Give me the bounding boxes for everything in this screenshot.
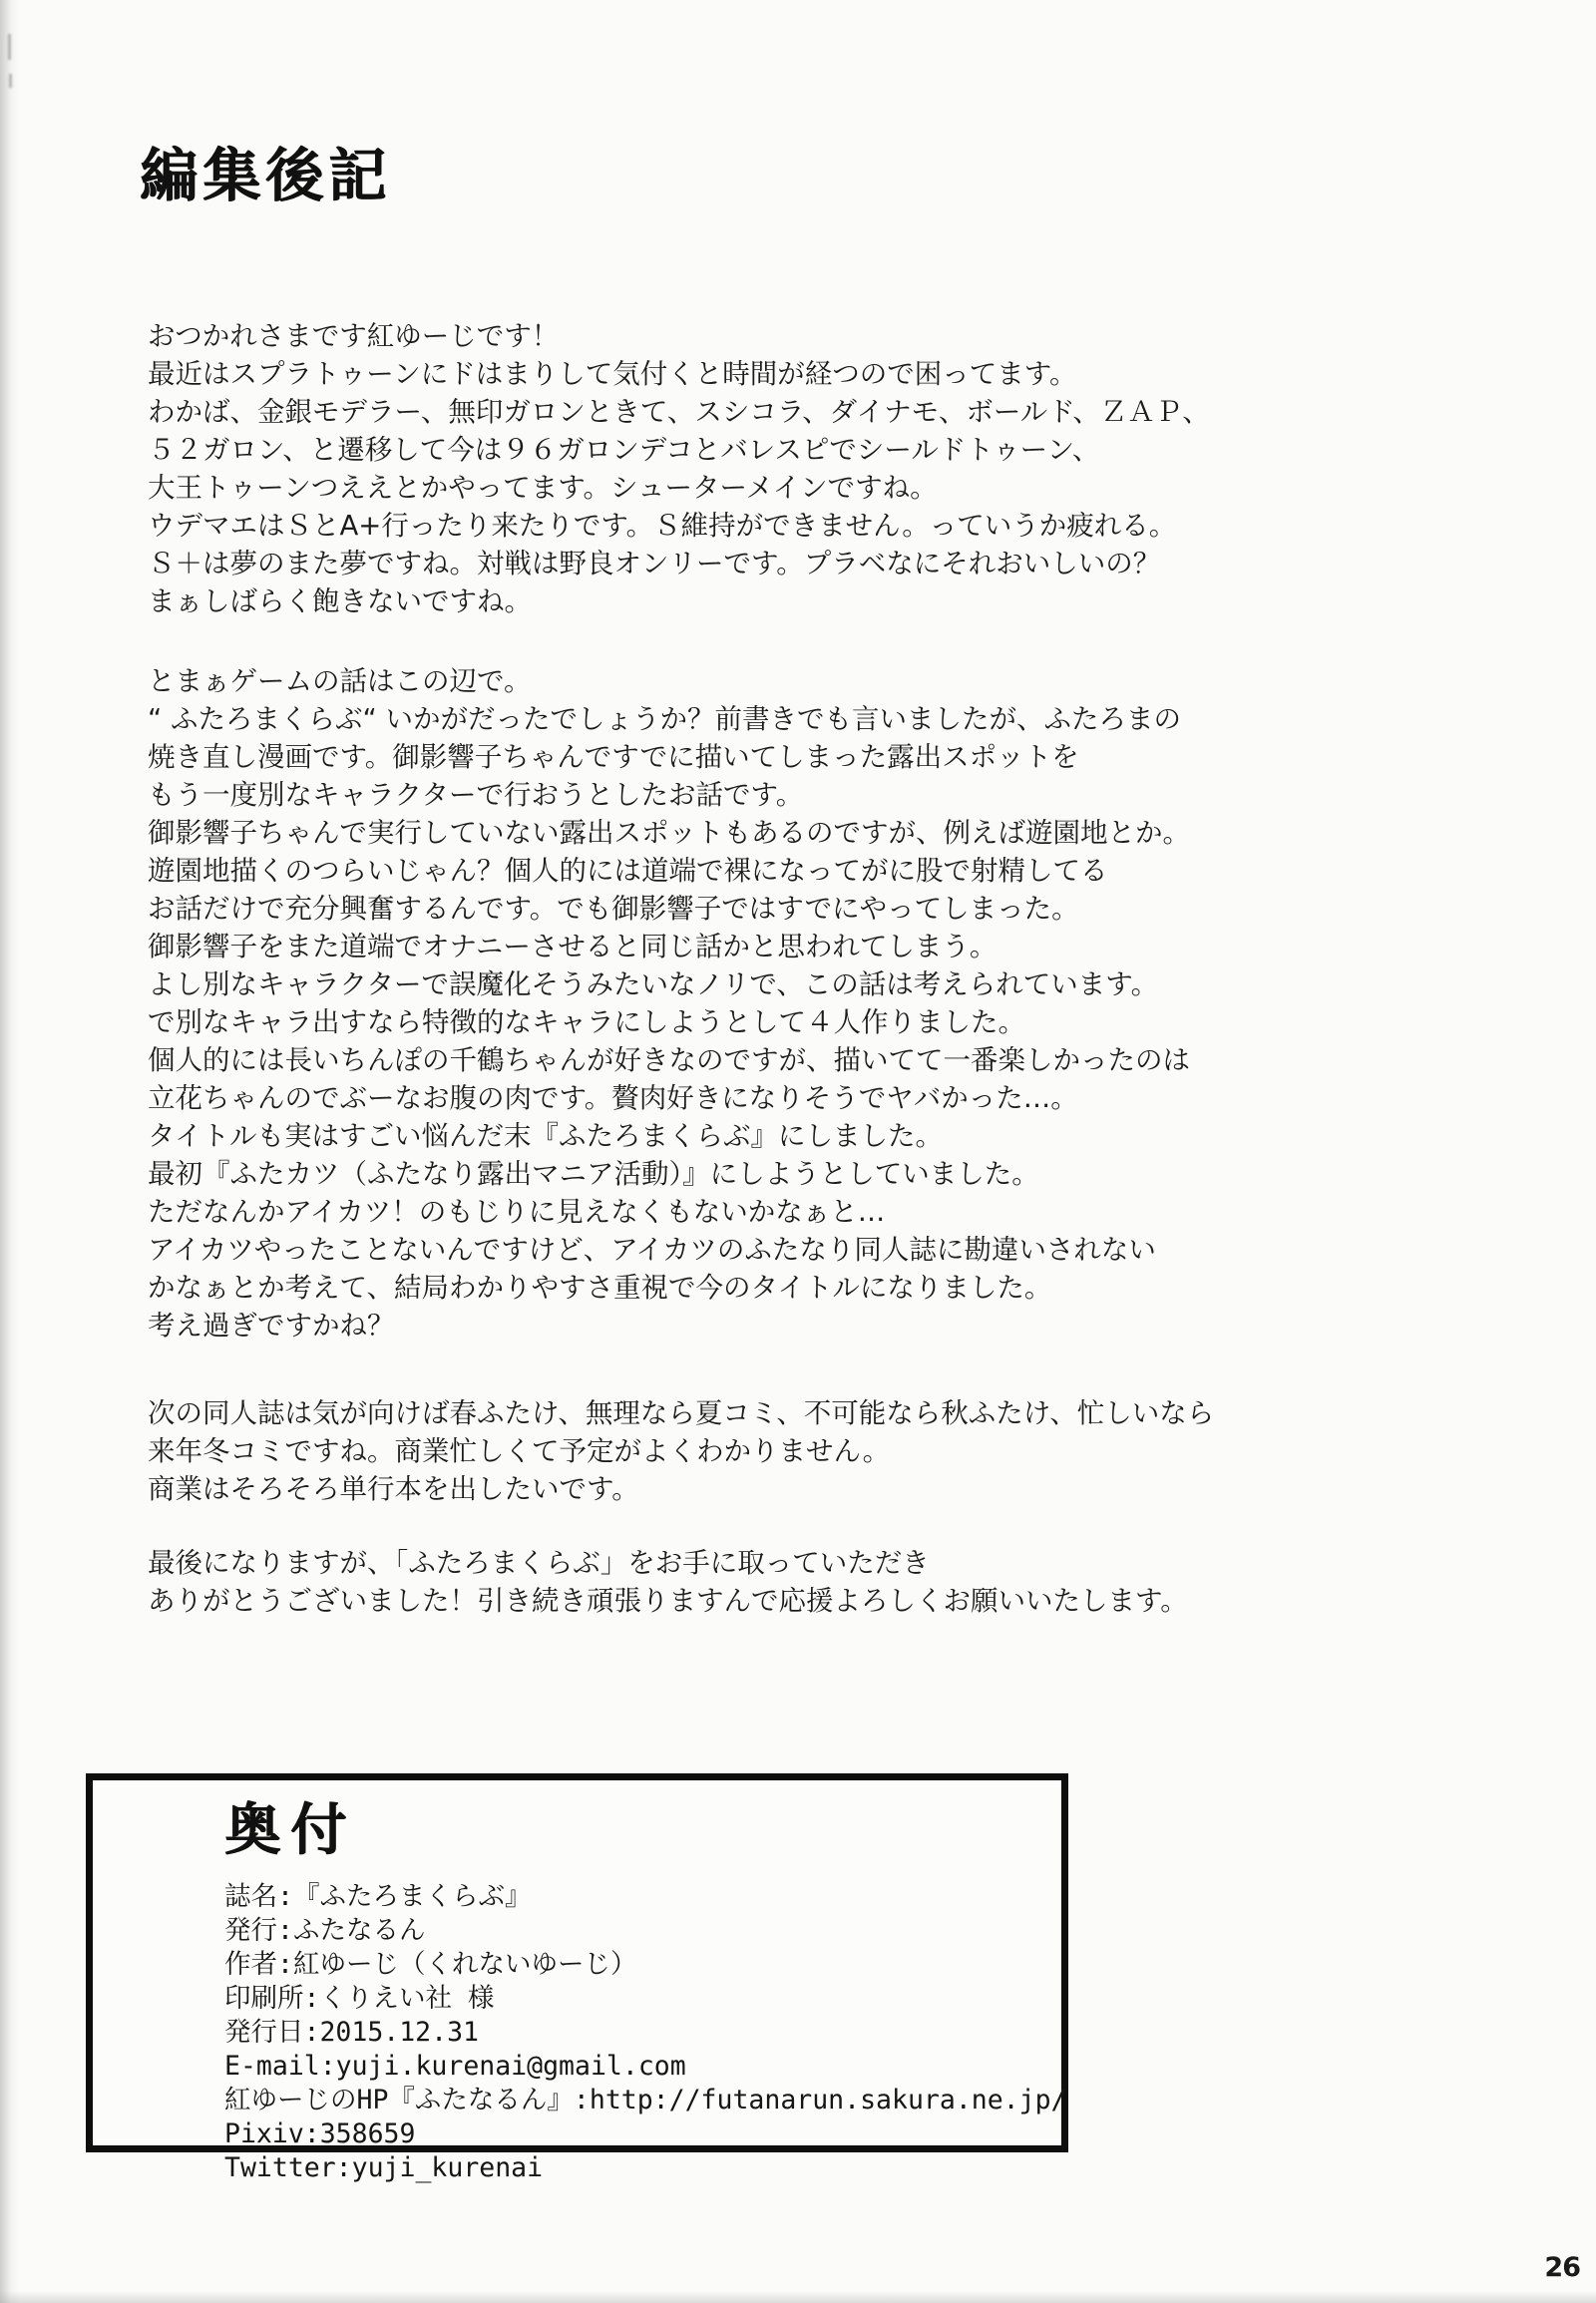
text-line: 個人的には長いちんぽの千鶴ちゃんが好きなのですが、描いてて一番楽しかったのは [148,1044,1190,1076]
colophon-lines [224,1880,1067,2185]
text-line: お話だけで充分興奮するんです。でも御影響子ではすでにやってしまった。 [148,893,1079,925]
page-title: 編集後記 [140,141,392,209]
text-line: 最近はスプラトゥーンにドはまりして気付くと時間が経つので困ってます。 [148,358,1077,390]
paragraph [148,662,1474,1344]
colophon-line: 誌名:『ふたろまくらぶ』 [224,1881,532,1912]
colophon-line: 発行日:2015.12.31 [224,2017,479,2048]
scan-speck [8,34,11,60]
text-line: まぁしばらく飽きないですね。 [148,585,532,617]
colophon-line: E-mail:yuji.kurenai@gmail.com [224,2051,686,2082]
colophon-line: 作者:紅ゆーじ（くれないゆーじ） [224,1949,637,1980]
text-line: 考え過ぎですかね？ [148,1310,395,1342]
colophon-line: Twitter:yuji_kurenai [224,2152,544,2183]
text-line: Ｓ＋は夢のまた夢ですね。対戦は野良オンリーです。プラベなにそれおいしいの？ [148,548,1161,579]
scan-speck [9,74,12,88]
paragraph [148,317,1474,620]
text-line: おつかれさまです紅ゆーじです！ [148,320,560,352]
text-line: 立花ちゃんのでぶーなお腹の肉です。贅肉好きになりそうでヤバかった…。 [148,1082,1078,1114]
text-line: 商業はそろそろ単行本を出したいです。 [148,1473,639,1505]
text-line: 御影響子をまた道端でオナニーさせると同じ話かと思われてしまう。 [148,931,998,962]
text-line: ５２ガロン、と遷移して今は９６ガロンデコとバレスピでシールドトゥーン、 [148,434,1100,466]
text-line: ウデマエはＳとA+行ったり来たりです。Ｓ維持ができません。っていうか疲れる。 [148,510,1177,542]
paragraph [148,1394,1474,1508]
page-number: 26 [1544,2252,1580,2283]
scan-edge-shadow [0,0,20,2303]
text-line: アイカツやったことないんですけど、アイカツのふたなり同人誌に勘違いされない [148,1234,1156,1266]
text-line: 大王トゥーンつええとかやってます。シューターメインですね。 [148,472,938,504]
scan-edge-shadow-bottom [0,2291,1596,2303]
text-line: 御影響子ちゃんで実行していない露出スポットもあるのですが、例えば遊園地とか。 [148,817,1190,849]
text-line: 次の同人誌は気が向けば春ふたけ、無理なら夏コミ、不可能なら秋ふたけ、忙しいなら [148,1397,1215,1429]
text-line: かなぁとか考えて、結局わかりやすさ重視で今のタイトルになりました。 [148,1272,1052,1304]
text-line: ただなんかアイカツ！のもじりに見えなくもないかなぁと… [148,1196,886,1228]
text-line: 最初『ふたカツ（ふたなり露出マニア活動）』にしようとしていました。 [148,1158,1039,1190]
colophon-line: 紅ゆーじのHP『ふたなるん』:http://futanarun.sakura.ne.jp/ [224,2085,1067,2115]
text-line: わかば、金銀モデラー、無印ガロンときて、スシコラ、ダイナモ、ボールド、ＺＡＰ、 [148,396,1210,428]
text-line: タイトルも実はすごい悩んだ末『ふたろまくらぶ』にしました。 [148,1120,943,1152]
text-line: 最後になりますが、「ふたろまくらぶ」をお手に取っていただき [148,1547,930,1579]
colophon-heading: 奥付 [224,1798,356,1863]
colophon-line: Pixiv:358659 [224,2118,416,2149]
paragraph [148,1544,1474,1620]
text-line: よし別なキャラクターで誤魔化そうみたいなノリで、この話は考えられています。 [148,968,1159,1000]
colophon-line: 発行:ふたなるん [224,1915,426,1946]
text-line: で別なキャラ出すなら特徴的なキャラにしようとして４人作りました。 [148,1006,1025,1038]
text-line: とまぁゲームの話はこの辺で。 [148,665,532,697]
text-line: ありがとうございました！引き続き頑張りますんで応援よろしくお願いいたします。 [148,1585,1188,1617]
text-line: 遊園地描くのつらいじゃん？個人的には道端で裸になってがに股で射精してる [148,855,1108,887]
text-line: 焼き直し漫画です。御影響子ちゃんですでに描いてしまった露出スポットを [148,741,1079,773]
colophon-box [86,1773,1068,2183]
text-line: “ ふたろまくらぶ“ いかがだったでしょうか？前書きでも言いましたが、ふたろまの [148,703,1181,735]
text-line: もう一度別なキャラクターで行おうとしたお話です。 [148,779,804,811]
colophon-line: 印刷所:くりえい社 様 [224,1983,495,2014]
afterword-text [148,317,1474,1620]
text-line: 来年冬コミですね。商業忙しくて予定がよくわかりません。 [148,1435,891,1467]
